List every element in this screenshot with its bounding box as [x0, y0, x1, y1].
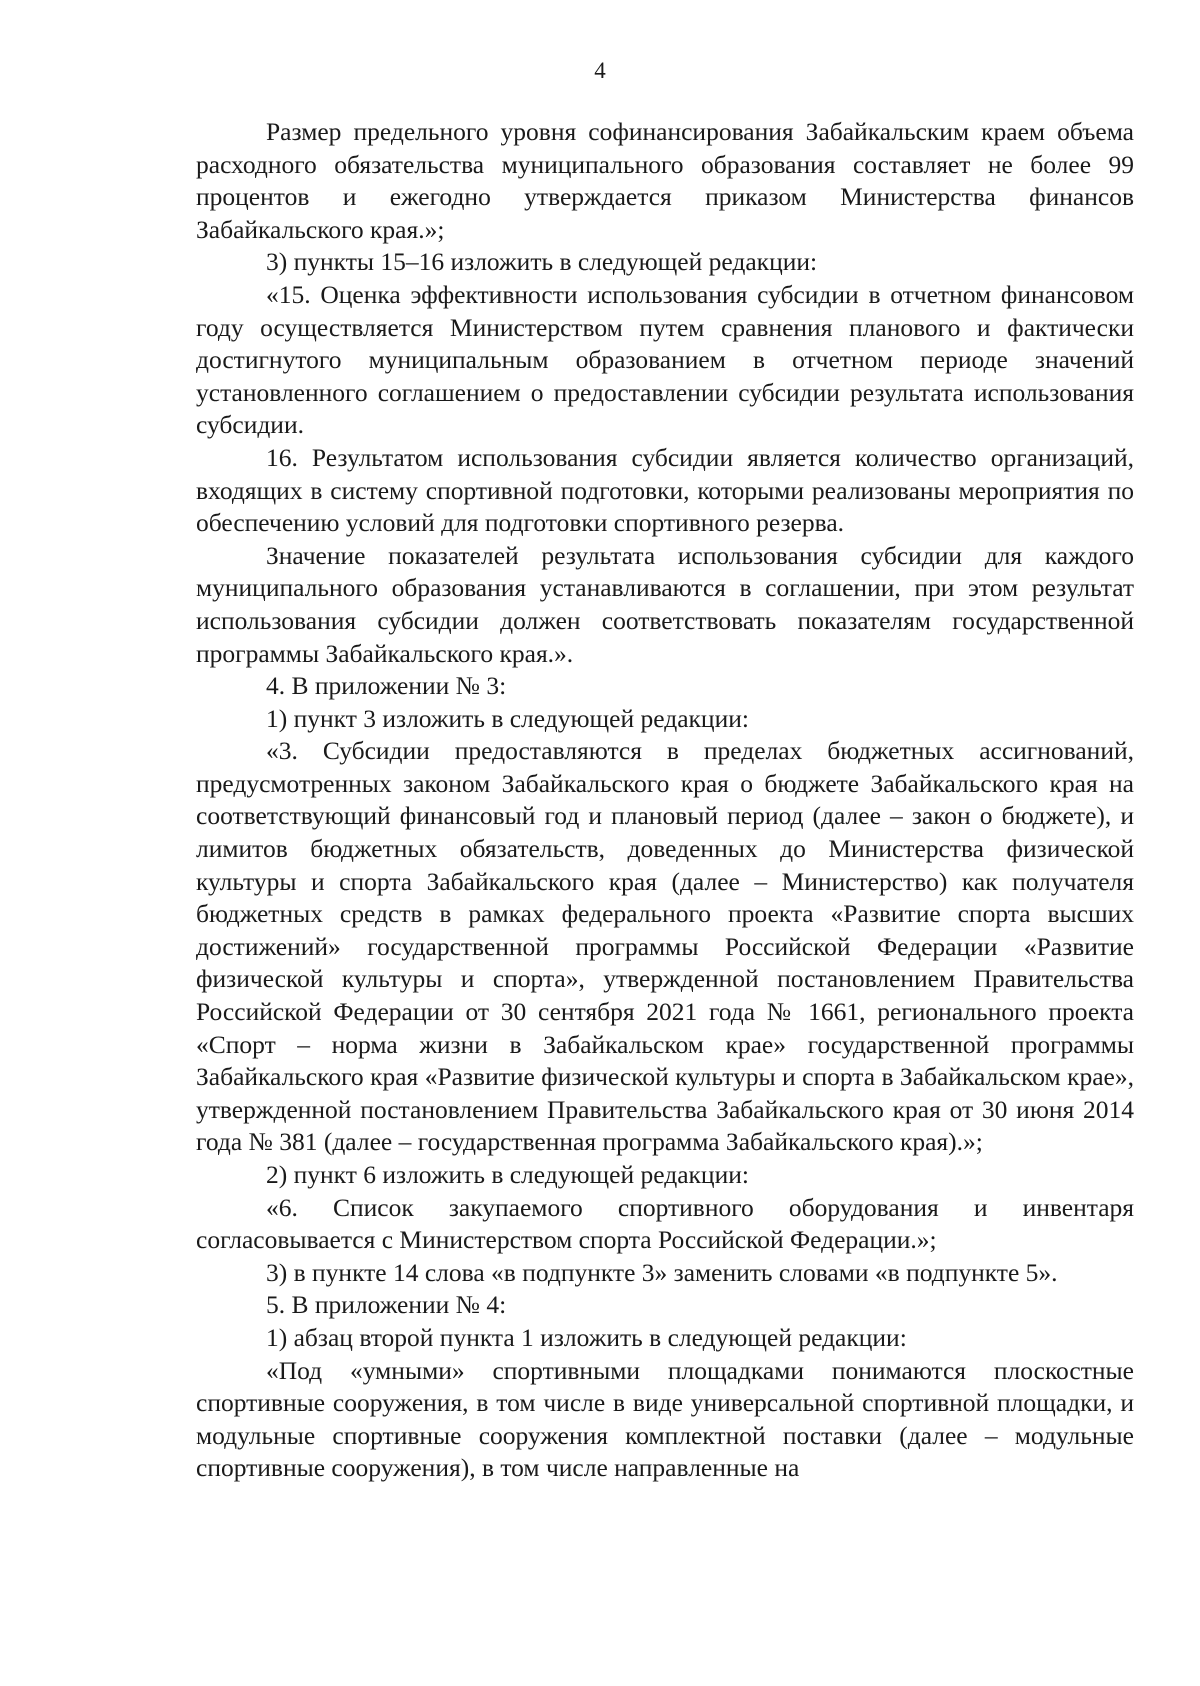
paragraph-point-3-intro: 1) пункт 3 изложить в следующей редакции: [266, 703, 749, 733]
document-body [196, 116, 1134, 1485]
paragraph-point-3: «3. Субсидии предоставляются в пределах бюджетных ассигнований, предусмотренных законом Забайкальского края о бюджете Забайкальского края на соответствующий финансовый год и плановый период (далее – закон о бюджете), и лимитов бюджетных обязательств, доведенных до Министерства физической культуры и спорта Забайкальского края (далее – Министерство) как получателя бюджетных средств в рамках федерального проекта «Развитие спорта высших достижений» государственной программы Российской Федерации «Развитие физической культуры и спорта», утвержденной постановлением Правительства Российской Федерации от 30 сентября 2021 года № 1661, регионального проекта «Спорт – норма жизни в Забайкальском крае» государственной программы Забайкальского края «Развитие физической культуры и спорта в Забайкальском крае», утвержденной постановлением Правительства Забайкальского края от 30 июня 2014 года № 381 (далее – государственная программа Забайкальского края).»; [196, 736, 1134, 1157]
paragraph-smart-sports-grounds: «Под «умными» спортивными площадками понимаются плоскостные спортивные сооружения, в том числе в виде универсальной спортивной площадки, и модульные спортивные сооружения комплектной поставки (далее – модульные спортивные сооружения), в том числе направленные на [196, 1355, 1134, 1483]
paragraph-cofinancing-level: Размер предельного уровня софинансирования Забайкальским краем объема расходного обязательства муниципального образования составляет не более 99 процентов и ежегодно утверждается приказом Министерства финансов Забайкальского края.»; [196, 117, 1134, 244]
page-number: 4 [594, 58, 606, 83]
paragraph-point-14-replacement: 3) в пункте 14 слова «в подпункте 3» заменить словами «в подпункте 5». [266, 1257, 1058, 1287]
paragraph-point-15: «15. Оценка эффективности использования субсидии в отчетном финансовом году осуществляется Министерством путем сравнения планового и фактически достигнутого муниципальным образованием в отчетном периоде значений установленного соглашением о предоставлении субсидии результата использования субсидии. [196, 279, 1134, 440]
paragraph-appendix-4-heading: 5. В приложении № 4: [266, 1290, 507, 1320]
paragraph-appendix-3-heading: 4. В приложении № 3: [266, 671, 507, 701]
paragraph-point-1-intro: 1) абзац второй пункта 1 изложить в следующей редакции: [266, 1322, 907, 1352]
paragraph-point-16: 16. Результатом использования субсидии является количество организаций, входящих в систему спортивной подготовки, которыми реализованы мероприятия по обеспечению условий для подготовки спортивного резерва. [196, 442, 1134, 538]
paragraph-point-6-intro: 2) пункт 6 изложить в следующей редакции: [266, 1160, 749, 1189]
paragraph-indicator-values: Значение показателей результата использования субсидии для каждого муниципального образования устанавливаются в соглашении, при этом результат использования субсидии должен соответствовать показателям государственной программы Забайкальского края.». [196, 540, 1134, 668]
paragraph-point-6: «6. Список закупаемого спортивного оборудования и инвентаря согласовывается с Министерством спорта Российской Федерации.»; [196, 1192, 1134, 1255]
paragraph-points-15-16-intro: 3) пункты 15–16 изложить в следующей редакции: [266, 247, 818, 277]
